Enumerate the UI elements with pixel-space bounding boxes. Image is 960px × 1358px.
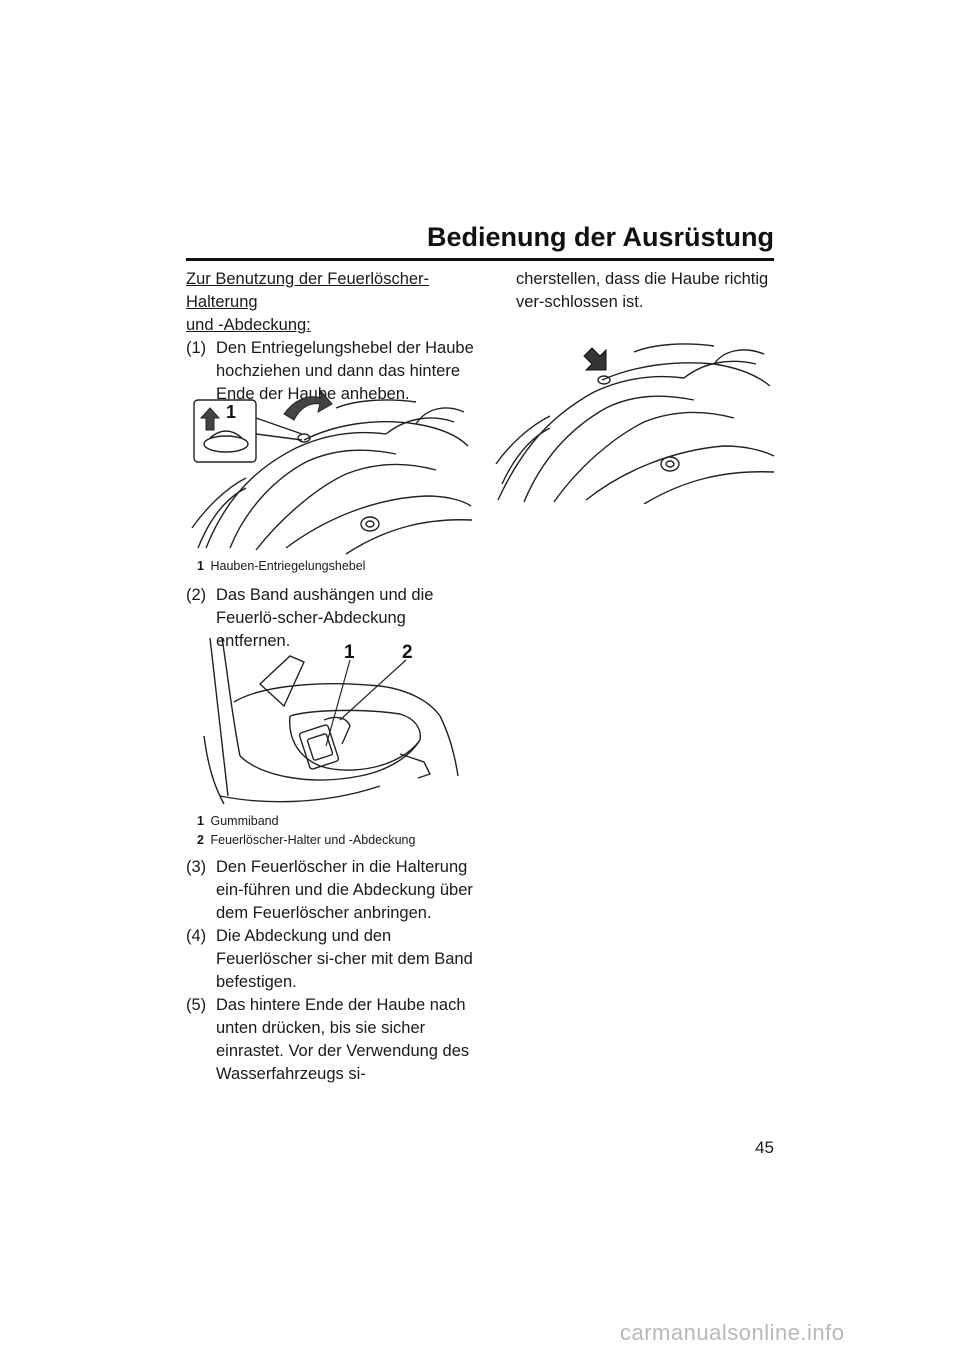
step-number: (2) [186,586,207,604]
figure-hood-release [186,378,476,556]
step-number: (5) [186,996,207,1014]
down-arrow-icon [584,348,606,370]
caption-item: 1 Gummiband [197,814,279,828]
step-number: (3) [186,858,207,876]
section-heading-line2: und -Abdeckung: [186,316,311,334]
caption-item: 1 Hauben-Entriegelungshebel [197,559,366,573]
step-text: Das hintere Ende der Haube nach unten drücken, bis sie sicher einrastet. Vor der Verwendung des Wasserfahrzeugs si- [216,996,470,1083]
figure2-callout-1: 1 [344,642,355,663]
page-number: 45 [755,1138,774,1157]
caption-item: 2 Feuerlöscher-Halter und -Abdeckung [197,833,416,847]
right-column [516,268,776,314]
curved-arrow-icon [284,390,332,420]
step-number: (1) [186,339,207,357]
title-rule [186,258,774,261]
up-arrow-icon [201,408,219,430]
step-5 [186,994,476,1086]
figure1-caption [197,557,477,576]
step-text: Das Band aushängen und die Feuerlö-scher-Abdeckung entfernen. [216,586,434,650]
leader-line [256,418,302,434]
step-text: Den Feuerlöscher in die Halterung ein-führen und die Abdeckung über dem Feuerlöscher anbringen. [216,858,473,922]
figure1-callout-1: 1 [226,402,237,422]
page-title: Bedienung der Ausrüstung [426,222,774,252]
watermark: carmanualsonline.info [620,1320,845,1345]
continuation-text: cherstellen, dass die Haube richtig ver-schlossen ist. [516,270,769,311]
step-3 [186,856,476,925]
step-text: Die Abdeckung und den Feuerlöscher si-cher mit dem Band befestigen. [216,927,473,991]
section-heading-line1: Zur Benutzung der Feuerlöscher-Halterung [186,270,430,311]
figure-hood-close [494,334,776,504]
figure2-callout-2: 2 [402,642,413,663]
figure-extinguisher-holder [200,636,460,808]
left-column-steps-3-5 [186,856,476,1086]
step-4 [186,925,476,994]
step-text: Den Entriegelungshebel der Haube hochziehen und dann das hintere Ende der Haube anheben. [216,339,474,403]
figure2-caption [197,812,477,850]
step-number: (4) [186,927,207,945]
